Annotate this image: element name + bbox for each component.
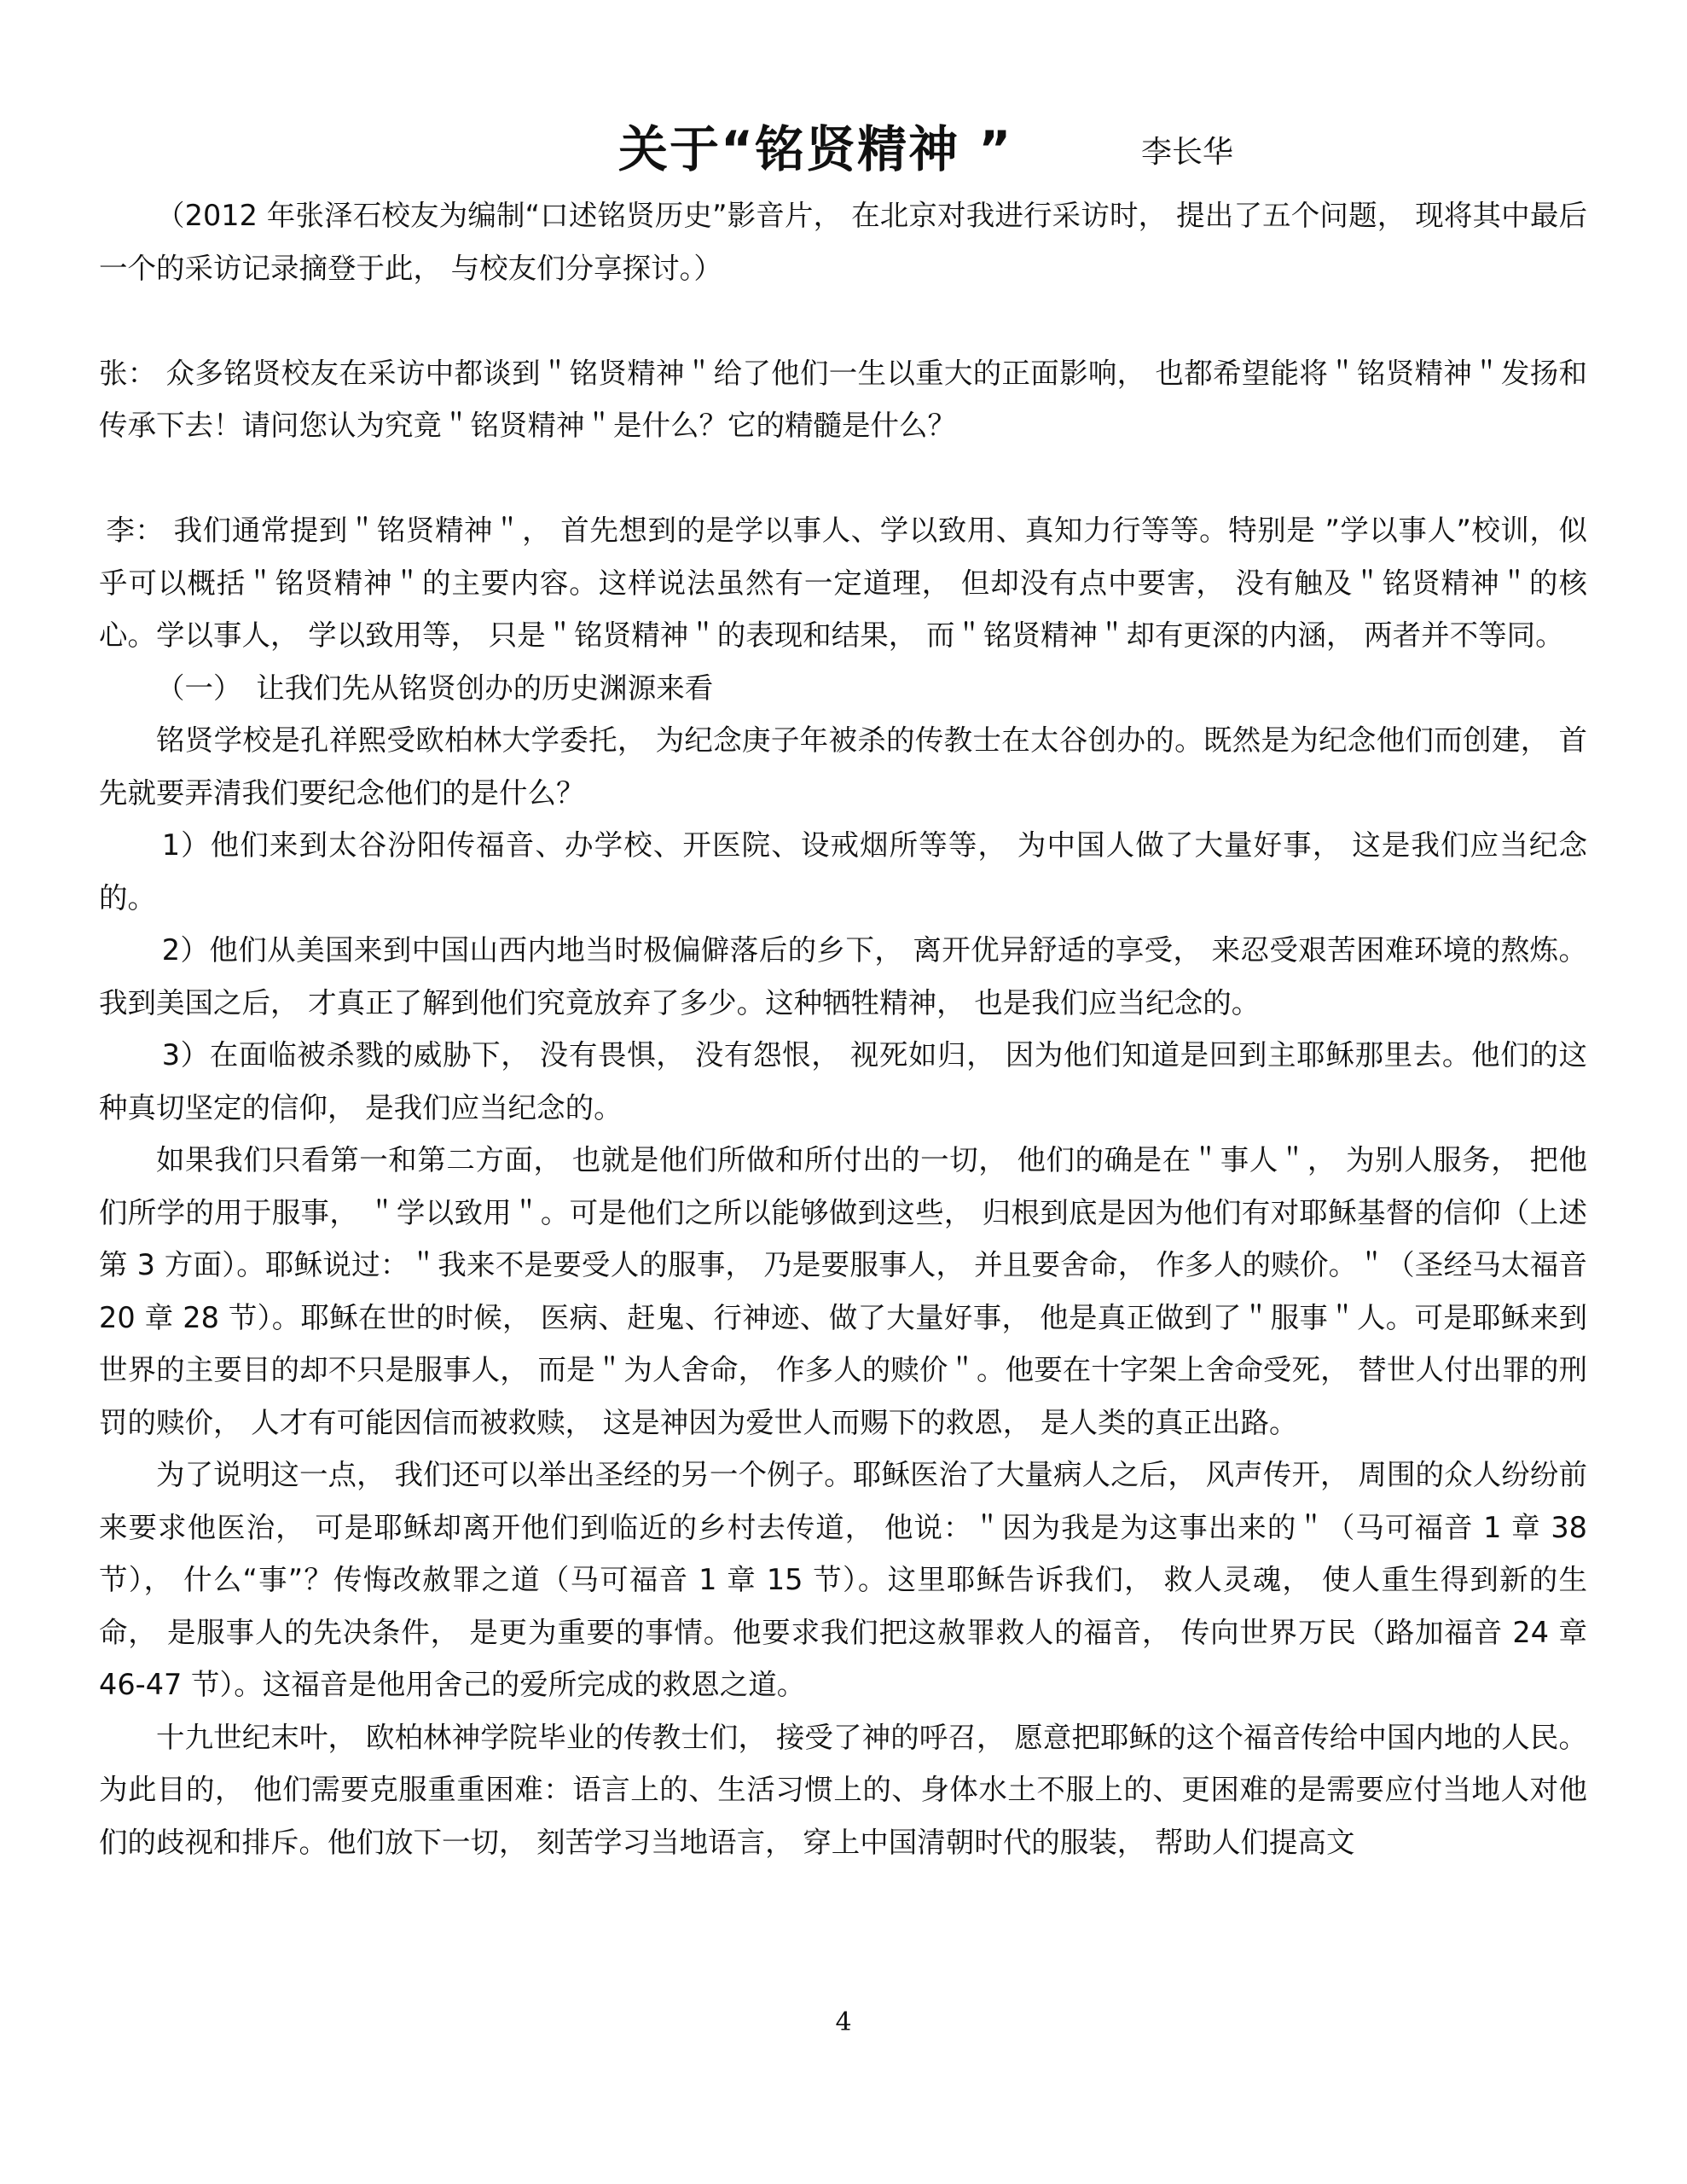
section-heading: （一） 让我们先从铭贤创办的历史渊源来看 xyxy=(156,671,714,705)
numbered-point: 2）他们从美国来到中国山西内地当时极偏僻落后的乡下， 离开优异舒适的享受， 来忍受艰苦困难环境的熬炼。我到美国之后， 才真正了解到他们究竟放弃了多少。这种牺牲精神， 也是我们应当纪念的。 xyxy=(99,933,1587,1019)
spacer xyxy=(99,294,1587,347)
numbered-point: 1）他们来到太谷汾阳传福音、办学校、开医院、设戒烟所等等， 为中国人做了大量好事， 这是我们应当纪念的。 xyxy=(99,828,1587,915)
body-paragraph: 十九世纪末叶， 欧柏林神学院毕业的传教士们， 接受了神的呼召， 愿意把耶稣的这个福音传给中国内地的人民。为此目的， 他们需要克服重重困难：语言上的、生活习惯上的、身体水土不服上的、更困难的是需要应付当地人对他们的歧视和排斥。他们放下一切， 刻苦学习当地语言， 穿上中国清朝时代的服装， 帮助人们提高文 xyxy=(99,1720,1587,1859)
interview-question: 张： 众多铭贤校友在采访中都谈到＂铭贤精神＂给了他们一生以重大的正面影响， 也都希望能将＂铭贤精神＂发扬和传承下去！请问您认为究竟＂铭贤精神＂是什么？它的精髓是什么？ xyxy=(99,356,1587,442)
body-paragraph: 铭贤学校是孔祥熙受欧柏林大学委托， 为纪念庚子年被杀的传教士在太谷创办的。既然是为纪念他们而创建， 首先就要弄清我们要纪念他们的是什么？ xyxy=(99,723,1587,810)
interview-answer: 李： 我们通常提到＂铭贤精神＂， 首先想到的是学以事人、学以致用、真知力行等等。特别是 ”学以事人”校训，似乎可以概括＂铭贤精神＂的主要内容。这样说法虽然有一定道理， 但却没有点中要害， 没有触及＂铭贤精神＂的核心。学以事人， 学以致用等， 只是＂铭贤精神＂的表现和结果， 而＂铭贤精神＂却有更深的内涵， 两者并不等同。 xyxy=(99,514,1587,652)
page-number: 4 xyxy=(835,2007,852,2037)
intro-paragraph: （2012 年张泽石校友为编制“口述铭贤历史”影音片， 在北京对我进行采访时， 提出了五个问题， 现将其中最后一个的采访记录摘登于此， 与校友们分享探讨。） xyxy=(99,199,1587,285)
document-body xyxy=(99,189,1587,1868)
numbered-point: 3）在面临被杀戮的威胁下， 没有畏惧， 没有怨恨， 视死如归， 因为他们知道是回到主耶稣那里去。他们的这种真切坚定的信仰， 是我们应当纪念的。 xyxy=(99,1038,1587,1124)
title-row xyxy=(0,109,1687,186)
body-paragraph: 如果我们只看第一和第二方面， 也就是他们所做和所付出的一切， 他们的确是在＂事人＂， 为别人服务， 把他们所学的用于服事， ＂学以致用＂。可是他们之所以能够做到这些， 归根到底是因为他们有对耶稣基督的信仰（上述第 3 方面）。耶稣说过：＂我来不是要受人的服事， 乃是要服事人， 并且要舍命， 作多人的赎价。＂（圣经马太福音 20 章 28 节）。耶稣在世的时候， 医病、赶鬼、行神迹、做了大量好事， 他是真正做到了＂服事＂人。可是耶稣来到世界的主要目的却不只是服事人， 而是＂为人舍命， 作多人的赎价＂。他要在十字架上舍命受死， 替世人付出罪的刑罚的赎价， 人才有可能因信而被救赎， 这是神因为爱世人而赐下的救恩， 是人类的真正出路。 xyxy=(99,1143,1587,1439)
document-title: 关于“铭贤精神 ” xyxy=(618,120,1013,178)
author-name: 李长华 xyxy=(1141,135,1234,170)
spacer xyxy=(99,452,1587,505)
body-paragraph: 为了说明这一点， 我们还可以举出圣经的另一个例子。耶稣医治了大量病人之后， 风声传开， 周围的众人纷纷前来要求他医治， 可是耶稣却离开他们到临近的乡村去传道， 他说：＂因为我是为这事出来的＂（马可福音 1 章 38 节）， 什么“事”？传悔改赦罪之道（马可福音 1 章 15 节）。这里耶稣告诉我们， 救人灵魂， 使人重生得到新的生命， 是服事人的先决条件， 是更为重要的事情。他要求我们把这赦罪救人的福音， 传向世界万民（路加福音 24 章 46-47 节）。这福音是他用舍己的爱所完成的救恩之道。 xyxy=(99,1458,1587,1701)
